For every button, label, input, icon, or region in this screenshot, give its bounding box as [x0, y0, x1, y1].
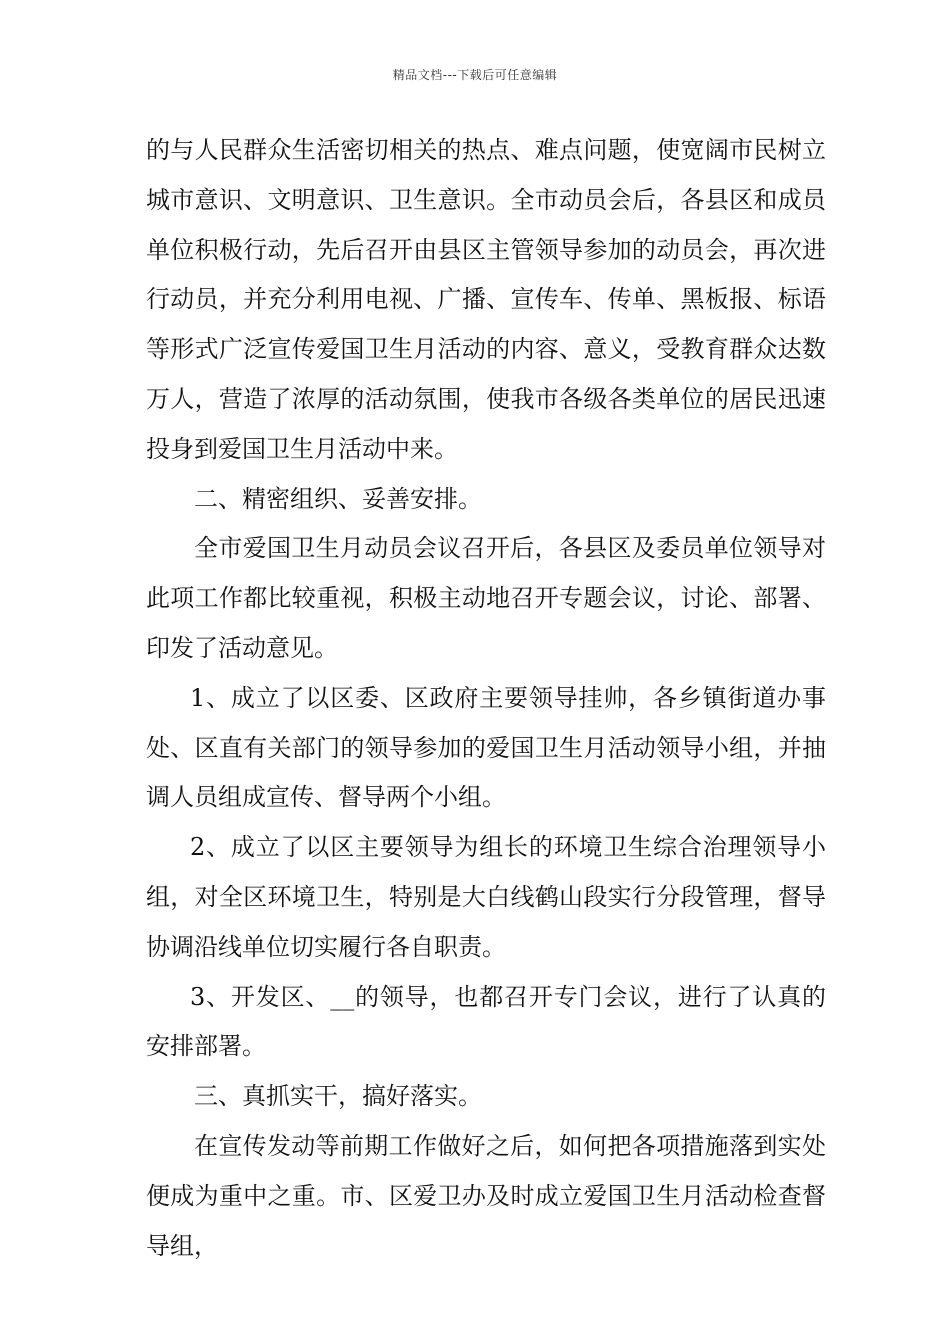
paragraph-2: 全市爱国卫生月动员会议召开后，各县区及委员单位领导对此项工作都比较重视，积极主动地召开专题会议，讨论、部署、印发了活动意见。 [146, 534, 826, 662]
paragraph-1: 的与人民群众生活密切相关的热点、难点问题，使宽阔市民树立城市意识、文明意识、卫生意识。全市动员会后，各县区和成员单位积极行动，先后召开由县区主管领导参加的动员会，再次进行动员，并充分利用电视、广播、宣传车、传单、黑板报、标语等形式广泛宣传爱国卫生月活动的内容、意义，受教育群众达数万人，营造了浓厚的活动氛围，使我市各级各类单位的居民迅速投身到爱国卫生月活动中来。 [146, 136, 826, 463]
section-heading-2: 二、精密组织、妥善安排。 [194, 484, 482, 513]
list-item-2: 2、成立了以区主要领导为组长的环境卫生综合治理领导小组，对全区环境卫生，特别是大白线鹤山段实行分段管理，督导协调沿线单位切实履行各自职责。 [146, 833, 826, 961]
list-item-1: 1、成立了以区委、区政府主要领导挂帅，各乡镇街道办事处、区直有关部门的领导参加的爱国卫生月活动领导小组，并抽调人员组成宣传、督导两个小组。 [146, 683, 826, 812]
list-item-3: 3、开发区、__的领导，也都召开专门会议，进行了认真的安排部署。 [146, 982, 826, 1061]
paragraph-3: 在宣传发动等前期工作做好之后，如何把各项措施落到实处便成为重中之重。市、区爱卫办及时成立爱国卫生月活动检查督导组， [146, 1131, 826, 1260]
section-heading-3: 三、真抓实干，搞好落实。 [194, 1082, 482, 1111]
page-header: 精品文档---下载后可任意编辑 [392, 68, 558, 82]
document-body [146, 126, 826, 1271]
